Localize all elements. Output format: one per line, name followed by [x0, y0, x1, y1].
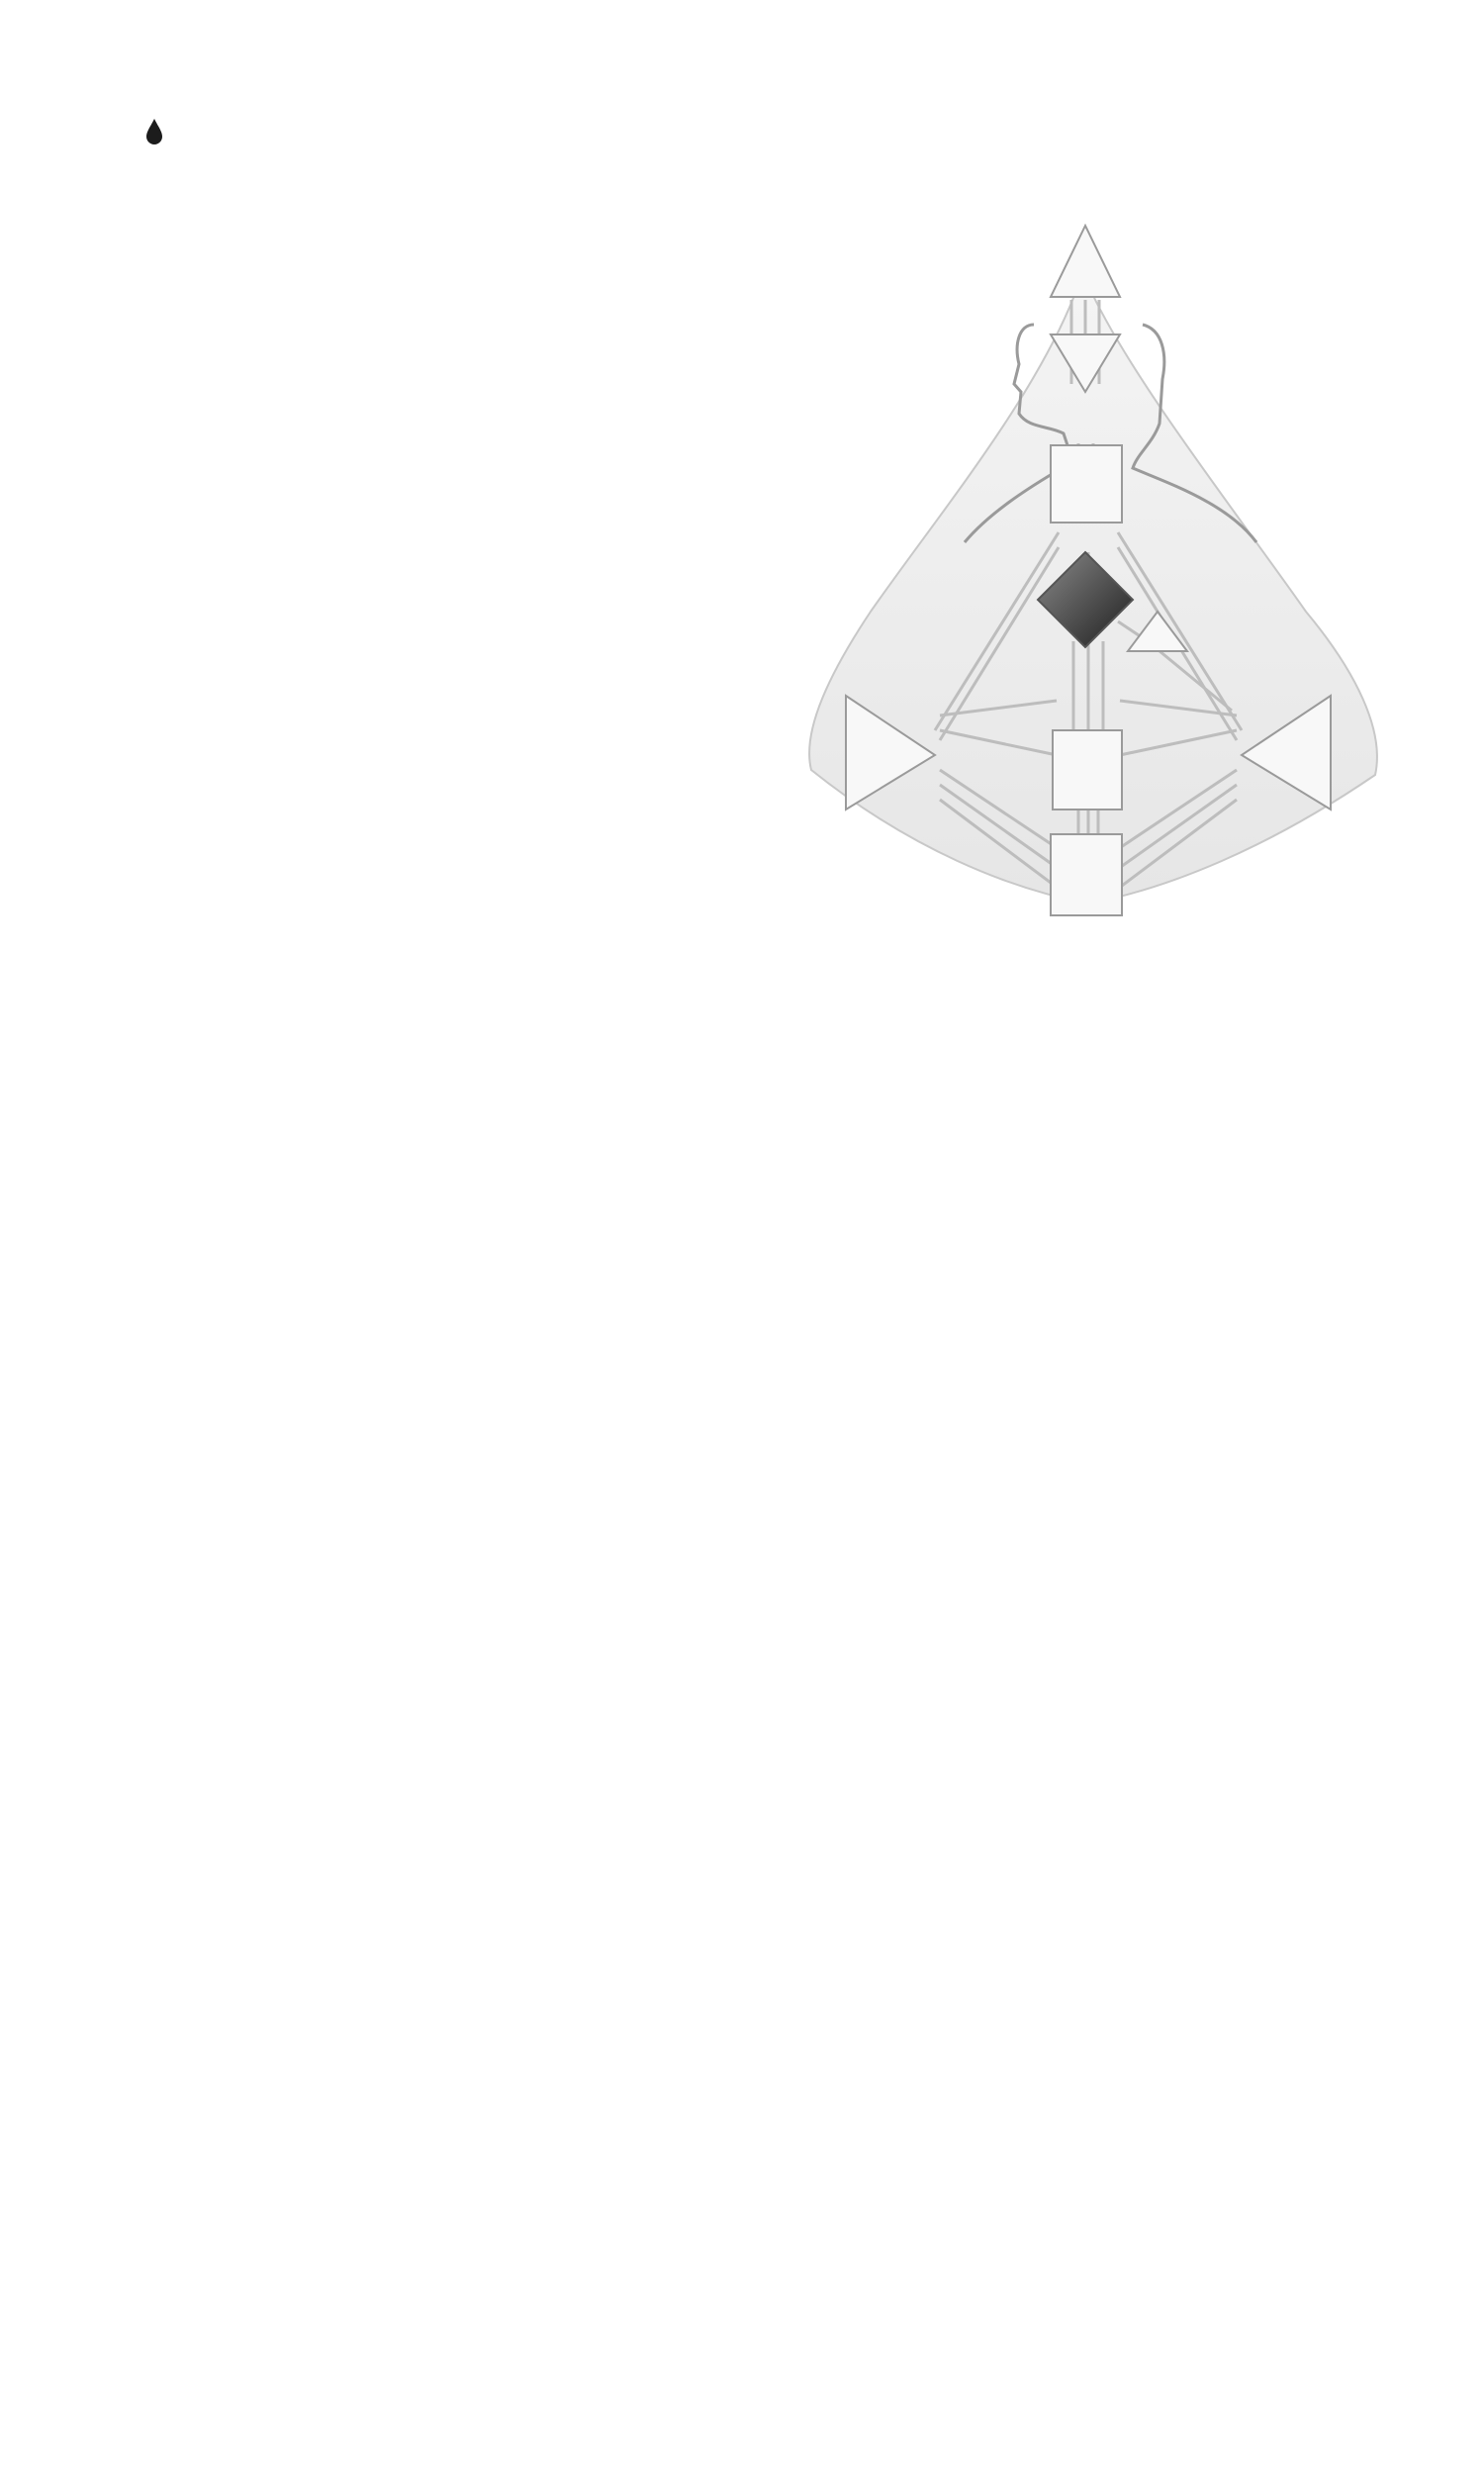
head-center: [1051, 226, 1120, 297]
drop-icon: [143, 117, 165, 146]
bodygraph-figure: [791, 216, 1395, 920]
sacral-center: [1053, 730, 1122, 810]
throat-center: [1051, 445, 1122, 523]
root-center: [1051, 834, 1122, 915]
running-head: [134, 117, 175, 146]
